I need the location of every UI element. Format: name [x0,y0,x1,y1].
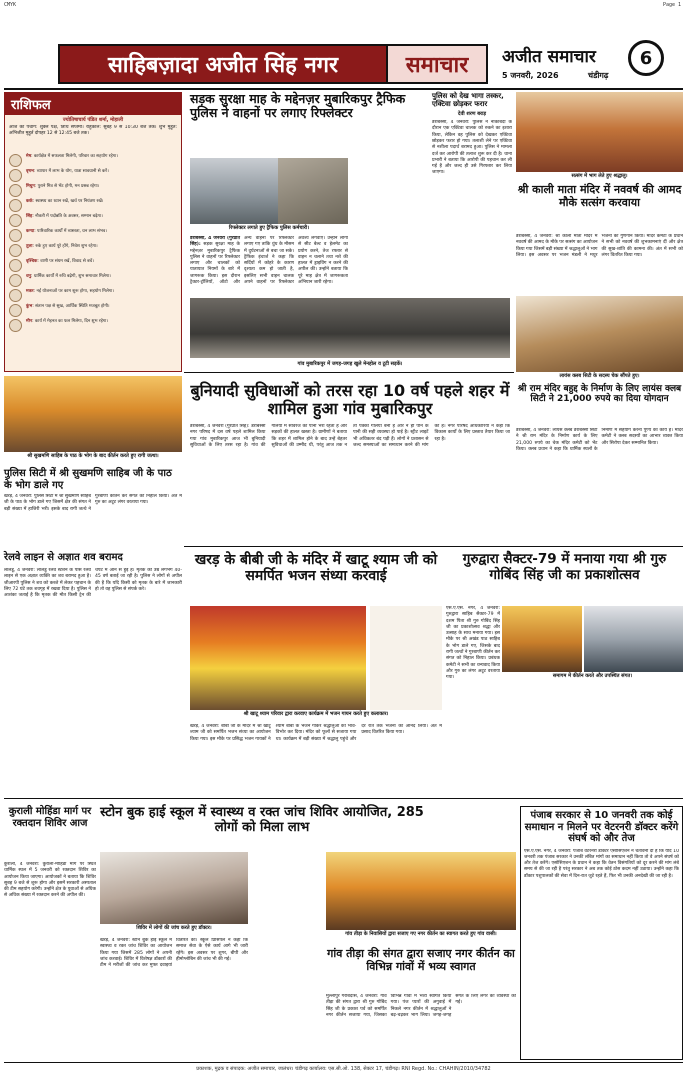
paper-date: 5 जनवरी, 2026 [502,71,559,80]
road-photo-2 [278,158,348,224]
police-headline: पुलिस को देख भागा तस्कर, एक्टिवा छोड़कर फरार [432,92,504,109]
rashifal-sign-reading: नौकरी में पदोन्नति के अवसर, सम्मान बढ़ेगा। [35,214,103,219]
rashifal-sign-reading: रुके हुए कार्य पूरे होंगे, निवेश शुभ रहेगा। [35,244,98,249]
village-headline: बुनियादी सुविधाओं को तरस रहा 10 वर्ष पहले शहर में शामिल हुआ गांव मुबारिकपुर [190,381,510,419]
rashifal-sign-reading: धार्मिक कार्यों में रुचि बढ़ेगी, शुभ समाचार मिलेगा। [33,274,111,279]
rashifal-sign-text: मेष: कार्यक्षेत्र में सफलता मिलेगी, परिवार का सहयोग रहेगा। [26,154,118,159]
masthead-title-box [58,44,388,84]
prakash-body: एस.ए.एस. नगर, 4 जनवरी: गुरुद्वारा साहिब सैक्टर-79 में दशम पिता श्री गुरु गोबिंद सिंह जी का प्रकाशोत्सव श्रद्धा और उत्साह के साथ मनाया गया। इस मौके पर श्री अखंड पाठ साहिब के भोग डाले गए, जिसके बाद रागी जत्थों ने गुरबाणी कीर्तन कर संगत को निहाल किया। प्रबंधक कमेटी ने सभी का धन्यवाद किया और गुरु का लंगर अटूट वरताया गया। [446,606,500,681]
zodiac-icon [9,169,22,182]
zodiac-icon [9,319,22,332]
rule-2 [184,546,683,547]
kurali-headline: कुराली मोहिंडा मार्ग पर रक्तदान शिविर आज [8,806,92,829]
rashifal-sign-reading: पारिवारिक कार्यों में व्यस्तता, धन लाभ संभव। [37,229,107,234]
stone-photo [100,852,248,924]
paper-city: चंडीगढ़ [588,71,609,80]
rashifal-sign-row [9,244,177,257]
lions-photo-caption: लायंस क्लब सिटी के सदस्य चेक सौंपते हुए। [516,372,683,381]
rule-3 [4,798,683,799]
rashifal-sign-reading: कार्यक्षेत्र में सफलता मिलेगी, परिवार का सहयोग रहेगा। [33,154,118,159]
punjab-body: एस.ए.एस. नगर, 4 जनवरी: पंजाब वेटरनरी डॉक्टर एसोसिएशन ने चेतावनी दी है कि यदि 10 जनवरी तक पंजाब सरकार ने उनकी लंबित मांगों का समाधान नहीं किया तो वे अपने संघर्ष को और तेज करेंगे। एसोसिएशन के प्रधान ने कहा कि वेतन विसंगतियों को दूर करने की मांग लंबे समय से की जा रही है परंतु सरकार ने अब तक कोई ठोस कदम नहीं उठाया। उन्होंने कहा कि डॉक्टर पशुपालकों की सेवा में दिन-रात जुटे रहते हैं, फिर भी उनकी अनदेखी की जा रही है। [524,848,679,879]
punjab-box [520,806,683,1060]
imprint: प्रकाशक, मुद्रक व संपादक: अजीत समाचार, जालंधर। चंडीगढ़ कार्यालय: एस.सी.ओ. 138, सेक्टर 17, चंडीगढ़। RNI Regd. No.: CHAHIN/2010/34782 [196,1066,491,1072]
rashifal-sign-name: कुंभ [26,304,33,309]
zodiac-icon [9,304,22,317]
rashifal-sign-reading: संतान पक्ष से सुख, आर्थिक स्थिति मजबूत होगी। [35,304,110,309]
rashifal-sign-row [9,319,177,332]
prakash-caption: समागम में कीर्तन करते और उपस्थित संगत। [502,672,683,681]
masthead-title: साहिबज़ादा अजीत सिंह नगर [107,52,339,78]
police-brief [432,92,512,268]
village-caption: गांव मुबारिकपुर में जगह-जगह खुले मेनहोल व टूटी सड़कें। [190,360,510,369]
punjab-headline: पंजाब सरकार से 10 जनवरी तक कोई समाधान न मिलने पर वेटरनरी डॉक्टर करेंगे संघर्ष को और तेज [524,810,679,844]
paper-name: अजीत समाचार [502,47,596,67]
rashifal-sign-text: वृश्चिक: वाणी पर संयम रखें, विवाद से बचें। [26,259,94,264]
road-headline: सड़क सुरक्षा माह के मद्देनज़र मुबारिकपुर ट्रैफिक पुलिस ने वाहनों पर लगाए रिफ्लेक्टर [190,91,406,121]
temple-photo [516,92,683,174]
masthead-rule [4,88,683,90]
kirtan-headline: गांव तीड़ा की संगत द्वारा सजाए नगर कीर्तन का विभिन्न गांवों में भव्य स्वागत [327,947,515,973]
lions-photo [516,296,683,372]
rashifal-sign-reading: व्यापार में लाभ के योग, यात्रा सावधानी से करें। [36,169,109,174]
road-body [190,236,348,296]
temple-photo-caption: सत्संग में भाग लेते हुए श्रद्धालु। [516,172,683,181]
stone-body-2 [250,852,324,1058]
kurali-body: कुराली, 4 जनवरी: कुराली-मोहिंडा मार्ग पर स्थित धार्मिक स्थल में 5 जनवरी को रक्तदान शिविर का आयोजन किया जाएगा। आयोजकों ने बताया कि शिविर सुबह 9 बजे से शुरू होगा और इसमें सरकारी अस्पताल की टीम सहयोग करेगी। उन्होंने क्षेत्र के युवाओं से अधिक से अधिक संख्या में रक्तदान करने की अपील की। [4,862,96,899]
kirtan-body: मुल्लांपुर गरीबदास, 4 जनवरी: गांव तीड़ा की संगत द्वारा श्री गुरु गोबिंद सिंह जी के प्रकाश पर्व को समर्पित नगर कीर्तन सजाया गया, जिसका विभिन्न गांवों में भव्य स्वागत किया गया। पंज प्यारों की अगुवाई में निकले नगर कीर्तन में श्रद्धालुओं ने बढ़-चढ़कर भाग लिया। जगह-जगह संगत के लिए लंगर की व्यवस्था की गई। [326,994,516,1018]
rashifal-sign-text: कर्क: स्वास्थ्य का ध्यान रखें, खर्च पर नियंत्रण रखें। [26,199,104,204]
bhog-headline: पुलिस सिटी में श्री सुखमणि साहिब जी के पाठ के भोग डाले गए [4,468,172,491]
rashifal-sign-text: मीन: कार्य में मेहनत का फल मिलेगा, दिन शुभ रहेगा। [26,319,109,324]
rashifal-sign-reading: वाणी पर संयम रखें, विवाद से बचें। [40,259,94,264]
rashifal-box [4,92,182,372]
zodiac-icon [9,184,22,197]
page-number-badge [628,40,664,76]
rashifal-sign-text: धनु: धार्मिक कार्यों में रुचि बढ़ेगी, शुभ समाचार मिलेगा। [26,274,111,279]
masthead-accent: समाचार [405,52,469,78]
rashifal-sign-name: वृषभ [26,169,34,174]
bhog-caption: श्री सुखमणि साहिब के पाठ के भोग के बाद कीर्तन करते हुए रागी जत्था। [4,452,182,461]
rashifal-sign-row [9,154,177,167]
temple-body: डेराबस्सी, 4 जनवरी: श्री काली माता मंदिर में नववर्ष की आमद के मौके पर सत्संग का आयोजन किया गया जिसमें बड़ी संख्या में श्रद्धालुओं ने भाग लिया। इस अवसर पर भजन मंडली ने मधुर भजनों का गुणगान किया। मंदिर कमेटी के प्रधान ने सभी को नववर्ष की शुभकामनाएं दीं और क्षेत्र की सुख-शांति की कामना की। अंत में सभी को लंगर वितरित किया गया। [516,234,683,258]
rashifal-sign-row [9,304,177,317]
bhajan-body: खरड़, 4 जनवरी: बीबी जी के मंदिर में श्री खाटू श्याम जी को समर्पित भजन संध्या का आयोजन किया गया। इस मौके पर प्रसिद्ध भजन गायकों ने श्याम बाबा के भजन गाकर श्रद्धालुओं को भाव-विभोर कर दिया। मंदिर को फूलों से सजाया गया था। कार्यक्रम में बड़ी संख्या में श्रद्धालु पहुंचे और देर रात तक भजनों का आनंद लिया। अंत में प्रसाद वितरित किया गया। [190,724,442,742]
zodiac-icon [9,244,22,257]
zodiac-icon [9,274,22,287]
rashifal-sign-name: धनु [26,274,32,279]
rashifal-sign-row [9,259,177,272]
stone-body: खरड़, 4 जनवरी: स्टोन बुक हाई स्कूल में स्वास्थ्य व रक्त जांच शिविर का आयोजन किया गया जिसमें 285 लोगों ने अपनी जांच करवाई। शिविर में विशेषज्ञ डॉक्टरों की टीम ने मरीजों की जांच कर मुफ्त दवाइयां वितरित कीं। स्कूल प्रिंसिपल ने कहा कि समाज सेवा के ऐसे कार्य आगे भी जारी रहेंगे। इस अवसर पर शुगर, बीपी और हीमोग्लोबिन की जांच भी की गई। [100,938,248,969]
rashifal-intro: आज का पंचांग: शुक्ल पक्ष, तिथि सप्तमी। राहुकाल: सुबह 9 से 10:30 बजे तक। शुभ मुहूर्त: अभिजीत मुहूर्त दोपहर 12 से 12:45 बजे तक। [9,125,177,137]
rashifal-sign-text: कन्या: पारिवारिक कार्यों में व्यस्तता, धन लाभ संभव। [26,229,107,234]
stone-caption: शिविर में लोगों की जांच करते हुए डॉक्टर। [100,924,248,933]
lions-headline: श्री राम मंदिर बहुद्द के निर्माण के लिए लायंस क्लब सिटी ने 21,000 रुपये का दिया योगदान [517,384,682,405]
rule-4 [4,1062,683,1063]
rashifal-sign-text: मिथुन: पुराने मित्र से भेंट होगी, मन प्रसन्न रहेगा। [26,184,100,189]
zodiac-icon [9,259,22,272]
rashifal-sign-row [9,274,177,287]
zodiac-icon [9,154,22,167]
folio-right: Page 1 [662,2,681,8]
temple-headline: श्री काली माता मंदिर में नववर्ष की आमद मौके सत्संग करवाया [517,183,682,209]
road-dateline: डेराबस्सी, 4 जनवरी (गुरप्रीत सिंह): [190,236,240,248]
rashifal-sign-text: तुला: रुके हुए कार्य पूरे होंगे, निवेश शुभ रहेगा। [26,244,98,249]
rashifal-subtitle: ज्योतिषाचार्य पंडित शर्मा, मोहाली [62,117,124,123]
folio-left: CMYK [4,2,17,8]
bhajan-headline: खरड़ के बीबी जी के मंदिर में खाटू श्याम जी को समर्पित भजन संध्या करवाई [194,552,438,585]
bhog-body: खरड़, 4 जनवरी: पुलिस सिटी में श्री सुखमणि साहिब जी के पाठ के भोग डाले गए जिसमें क्षेत्र की संगत ने बड़ी संख्या में हाजिरी भरी। इसके बाद रागी जत्थे ने गुरबाणी कीर्तन कर संगत को निहाल किया। अंत में गुरु का अटूट लंगर वरताया गया। [4,494,182,512]
bhajan-body-side [370,606,442,710]
prakash-body-2 [502,686,683,794]
rashifal-sign-reading: नई योजनाओं पर काम शुरू होगा, सहयोग मिलेगा। [36,289,114,294]
prakash-photo-2 [584,606,683,672]
rashifal-sign-text: मकर: नई योजनाओं पर काम शुरू होगा, सहयोग मिलेगा। [26,289,114,294]
police-body: डेराबस्सी, 4 जनवरी: पुलिस ने नाकाबंदी के दौरान एक एक्टिवा चालक को रुकने का इशारा किया, लेकिन वह पुलिस को देखकर एक्टिवा छोड़कर फरार हो गया। तलाशी लेने पर एक्टिवा से नशीला पदार्थ बरामद हुआ। पुलिस ने मामला दर्ज कर आरोपी की तलाश शुरू कर दी है। थाना प्रभारी ने बताया कि आरोपी की पहचान कर ली गई है और जल्द ही उसे गिरफ्तार कर लिया जाएगा। [432,120,512,176]
road-text: सड़क सुरक्षा माह के मद्देनज़र मुबारिकपुर ट्रैफिक पुलिस ने वाहनों पर रिफ्लेक्टर लगाए और चालकों को यातायात नियमों के बारे में जागरूक किया। इस दौरान ट्रैक्टर-ट्रॉलियों, ऑटो और अन्य वाहनों पर रिफ्लेक्टर लगाए गए ताकि धुंध के मौसम में दुर्घटनाओं से बचा जा सके। ट्रैफिक इंचार्ज ने कहा कि सर्दियों में कोहरे के कारण दृश्यता कम हो जाती है, इसलिए सभी वाहन चालक अपने वाहनों पर रिफ्लेक्टर अवश्य लगवाएं। उन्होंने लोगों से सीट बेल्ट व हेलमेट का प्रयोग करने, तेज रफ्तार से वाहन न चलाने तथा नशे की हालत में ड्राइविंग न करने की अपील की। उन्होंने बताया कि पूरे माह क्षेत्र में जागरूकता अभियान जारी रहेगा। [190,236,348,286]
rashifal-sign-name: मकर [26,289,34,294]
rashifal-sign-name: सिंह [26,214,33,219]
rashifal-signs [5,154,181,332]
rashifal-sign-name: तुला [26,244,33,249]
stone-headline: स्टोन बुक हाई स्कूल में स्वास्थ्य व रक्त जांच शिविर आयोजित, 285 लोगों को मिला लाभ [100,805,424,835]
rashifal-sign-reading: पुराने मित्र से भेंट होगी, मन प्रसन्न रहेगा। [37,184,100,189]
village-body: डेराबस्सी, 4 जनवरी (गुरप्रीत सिंह): डेराबस्सी नगर परिषद में दस वर्ष पहले शामिल किया गया गांव मुबारिकपुर आज भी बुनियादी सुविधाओं के लिए तरस रहा है। गांव की गलियों में सीवरेज का पानी भरा रहता है और सड़कों की हालत खस्ता है। ग्रामीणों ने बताया कि शहर में शामिल होने के बाद उन्हें बेहतर सुविधाओं की उम्मीद थी, परंतु आज तक न तो पक्की गलियां बनी हैं और न ही पीने के पानी की सही व्यवस्था हो पाई है। स्ट्रीट लाइटें भी अधिकतर बंद पड़ी हैं। लोगों ने प्रशासन से जल्द समस्याओं का समाधान करने की मांग की है। नगर परिषद अधिकारियों ने कहा कि विकास कार्यों के लिए प्रस्ताव तैयार किया जा रहा है। [190,424,510,448]
bhajan-caption: श्री खाटू श्याम परिवार द्वारा करवाए कार्यक्रम में भजन गायन करते हुए कलाकार। [190,710,442,719]
village-photo [190,298,510,358]
rashifal-title: राशिफल [5,93,181,115]
rashifal-sign-name: मेष [26,154,32,159]
rail-body: लालडू, 4 जनवरी: लालडू रेलवे स्टेशन के पास रेलवे लाइन से एक अज्ञात व्यक्ति का शव बरामद हुआ है। जीआरपी पुलिस ने शव को कब्जे में लेकर पहचान के लिए 72 घंटे तक शवगृह में रखवा दिया है। पुलिस ने आशंका जताई है कि मृतक की मौत किसी ट्रेन की चपेट में आने से हुई है। मृतक की उम्र लगभग 40-45 वर्ष बताई जा रही है। पुलिस ने लोगों से अपील की है कि यदि किसी को मृतक के बारे में जानकारी हो तो वह पुलिस से संपर्क करे। [4,568,182,599]
road-photo [190,158,278,224]
rashifal-sign-text: वृषभ: व्यापार में लाभ के योग, यात्रा सावधानी से करें। [26,169,109,174]
rashifal-sign-row [9,289,177,302]
bhajan-photo [190,606,366,710]
rashifal-sign-reading: कार्य में मेहनत का फल मिलेगा, दिन शुभ रहेगा। [34,319,109,324]
rashifal-sign-text: सिंह: नौकरी में पदोन्नति के अवसर, सम्मान बढ़ेगा। [26,214,103,219]
kirtan-caption: गांव तीड़ा के निवासियों द्वारा सजाए गए नगर कीर्तन का स्वागत करते हुए गांव वासी। [326,930,516,939]
zodiac-icon [9,214,22,227]
rashifal-sign-row [9,214,177,227]
rashifal-sign-name: कर्क [26,199,33,204]
kirtan-photo [326,852,516,930]
prakash-photo-1 [502,606,582,672]
rashifal-sign-row [9,184,177,197]
rule-1 [184,372,514,373]
rashifal-sign-name: मिथुन [26,184,35,189]
rashifal-sign-name: मीन [26,319,33,324]
rashifal-sign-row [9,199,177,212]
prakash-headline: गुरुद्वारा सैक्टर-79 में मनाया गया श्री गुरु गोबिंद सिंह जी का प्रकाशोत्सव [462,551,667,583]
rashifal-sign-name: कन्या [26,229,35,234]
masthead [58,44,626,84]
page-number: 6 [639,47,653,69]
rail-headline: रेलवे लाइन से अज्ञात शव बरामद [4,552,123,563]
rashifal-sign-name: वृश्चिक [26,259,38,264]
rashifal-sign-row [9,169,177,182]
road-caption: रिफ्लेक्टर लगाते हुए ट्रैफिक पुलिस कर्मचारी। [190,224,348,233]
police-byline: देवी शरण बराड़ [457,111,487,118]
zodiac-icon [9,289,22,302]
lions-body: डेराबस्सी, 4 जनवरी: लायंस क्लब डेराबस्सी सिटी ने श्री राम मंदिर के निर्माण कार्य के लिए 21,000 रुपये का चेक मंदिर कमेटी को भेंट किया। क्लब प्रधान ने कहा कि धार्मिक स्थलों के निर्माण में सहयोग करना पुण्य का कार्य है। मंदिर कमेटी ने क्लब सदस्यों का आभार व्यक्त किया और सिरोपा देकर सम्मानित किया। [516,428,683,452]
zodiac-icon [9,229,22,242]
zodiac-icon [9,199,22,212]
rashifal-sign-reading: स्वास्थ्य का ध्यान रखें, खर्च पर नियंत्रण रखें। [35,199,104,204]
bhog-photo [4,376,182,452]
masthead-accent-box [388,44,488,84]
rashifal-sign-text: कुंभ: संतान पक्ष से सुख, आर्थिक स्थिति मजबूत होगी। [26,304,110,309]
rashifal-sign-row [9,229,177,242]
